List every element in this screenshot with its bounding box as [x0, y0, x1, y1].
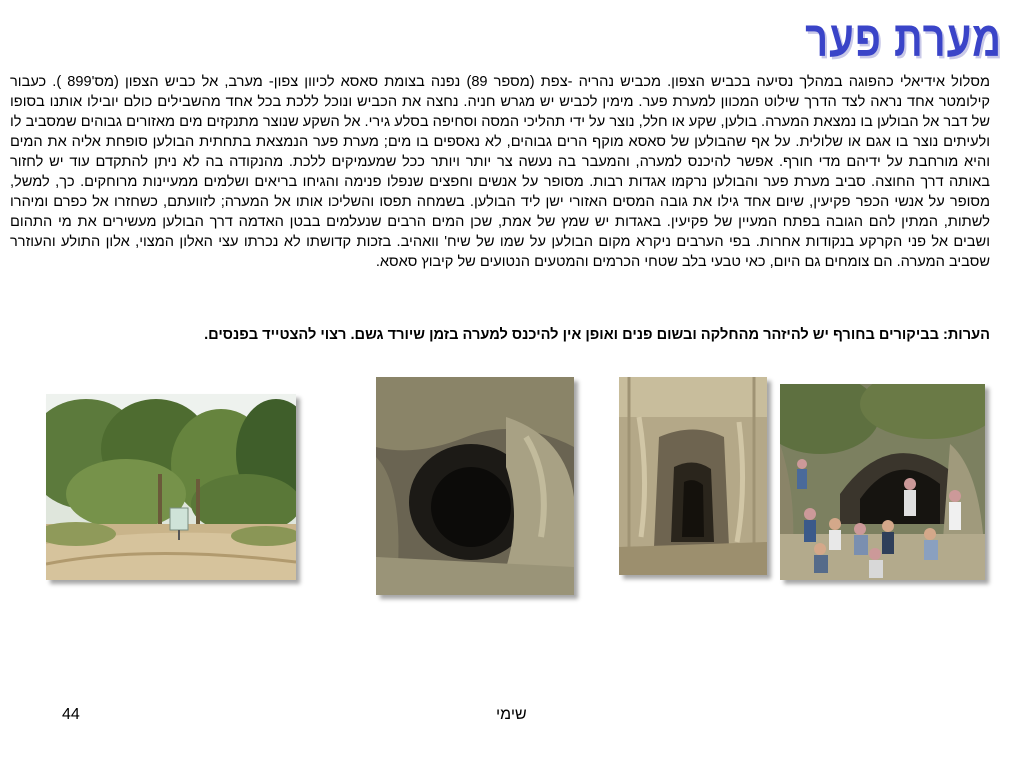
- description-paragraph: מסלול אידיאלי כהפוגה במהלך נסיעה בכביש הצפון. מכביש נהריה -צפת (מספר 89) נפנה בצומת סאסא לכיוון צפון- מערב, אל כביש הצפון (מס'899 ). כעבור קילומטר אחד נראה לצד הדרך שילוט המכוון למערת פער. מימין לכביש יש מגרש חניה. נחצה את הכביש ונוכל ללכת בכל אחד מהשבילים כולם יובילו אותנו בסופו של דבר אל הבולען בו נמצאת המערה. בולען, שקע או חלל, נוצר על ידי תהליכי המסה וסחיפה בסלע גירי. אל השקע שנוצר מתנקזים מים מאזורים גבוהים שמסביב לו ולעיתים נוצר בו אגם או שלולית. על אף שהבולען של סאסא מוקף הרים גבוהים, לא נאספים בו מים; מערת פער הנמצאת בתחתית הבולען סופחת אליה את המים והיא מורחבת על ידיהם מדי חורף. אפשר להיכנס למערה, והמעבר בה נעשה צר יותר ויותר ככל שמעמיקים ללכת. מהנקודה בה לא ניתן להתקדם עוד יש לחזור באותה דרך החוצה. סביב מערת פער והבולען נרקמו אגדות רבות. מסופר על אנשים וחפצים שנפלו פנימה והגיחו בריאים ושלמים ממעיינות מרוחקים. כך, למשל, מסופר על אנשי הכפר פקיעין, שיום אחד גילו את גובה המסים האזורי ישן ליד הבולען. בשמחה תפסו והשליכו אותו אל המערה; לזוועתם, כשחזרו אל כפרם ומיהרו לשתות, המתין להם הגובה בפתח המעיין של פקיעין. באגדות יש שמץ של אמת, שכן המים הרבים שנעלמים בבטן האדמה דרך הבולען מעשירים את מי התהום ושבים אל פני הקרקע בנקודות אחרות. בפי הערבים ניקרא מקום הבולען על שמו של שיח' וואהיב. בזכות קדושתו לא נכרתו עצי האלון המצוי, אלון התולע והעוזרר שסביב המערה. הם צומחים גם היום, כאי טבעי בלב שטחי הכרמים והמטעים הנטועים של קיבוץ סאסא.: [10, 74, 991, 270]
- page-number: 44: [62, 706, 80, 723]
- author-name: שימי: [496, 706, 527, 723]
- trail-photo: [46, 394, 296, 580]
- notes-paragraph: הערות: בביקורים בחורף יש להיזהר מהחלקה ובשום פנים ואופן אין להיכנס למערה בזמן שיורד גשם. רצוי להצטייד בפנסים.: [204, 327, 990, 343]
- cave-entrance-photo: [376, 377, 574, 595]
- cave-passage-photo: [619, 377, 767, 575]
- hikers-photo: [780, 384, 985, 580]
- page-title: מערת פער: [805, 12, 1002, 67]
